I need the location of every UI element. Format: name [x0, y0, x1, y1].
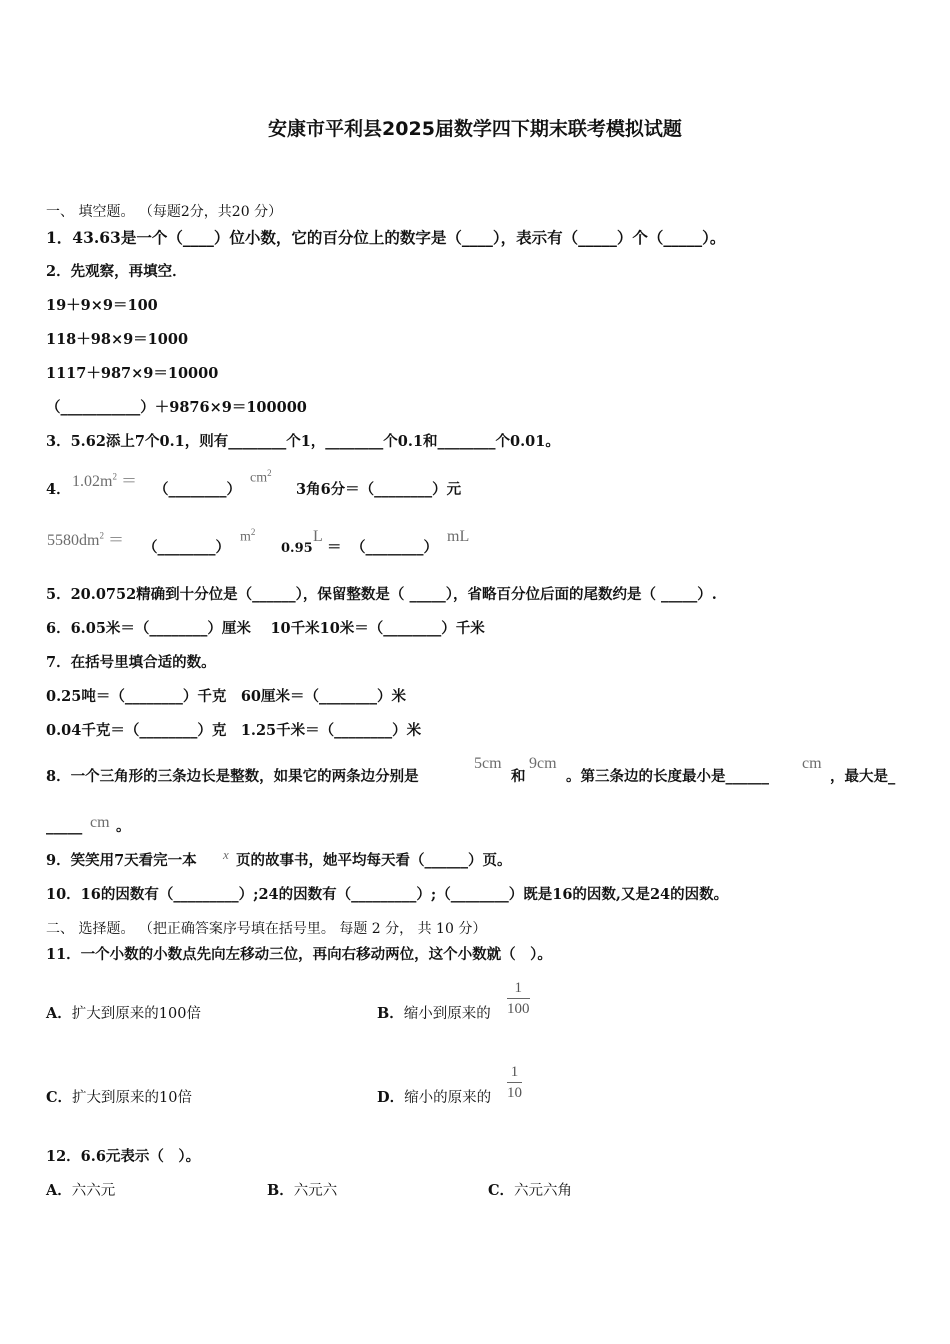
question-11-stem: 11．一个小数的小数点先向左移动三位，再向右移动两位，这个小数就（ ）。 — [46, 946, 552, 963]
q4-money-conversion: 3角6分＝（________）元 — [296, 481, 462, 498]
q4-area-expression-2: $5580dm^2$ ＝ — [47, 530, 124, 549]
q4-unit-cm2: $cm^2$ — [250, 468, 272, 486]
q11-option-d[interactable]: D．缩小的原来的 — [377, 1089, 492, 1106]
question-8-text-c: ，最大是_ — [830, 768, 896, 785]
question-2-stem: 2．先观察，再填空． — [46, 263, 187, 280]
question-6: 6．6.05米＝（________）厘米 10千米10米＝（________）千米 — [46, 620, 485, 637]
section-1-heading: 一、 填空题。 （每题2分，共20 分） — [46, 204, 283, 220]
question-8-text-d: _____ — [46, 818, 83, 835]
section-2-heading: 二、 选择题。 （把正确答案序号填在括号里。 每题 2 分， 共 10 分） — [46, 921, 487, 937]
q4-unit-ml: mL — [447, 528, 470, 545]
q11-option-b[interactable]: B．缩小到原来的 — [377, 1005, 491, 1022]
q8-and: 和 — [511, 768, 526, 785]
q12-option-b[interactable]: B．六元六 — [267, 1182, 338, 1199]
question-12-stem: 12．6.6元表示（ ）。 — [46, 1148, 201, 1165]
q4-unit-m2: $m^2$ — [240, 527, 256, 545]
q12-option-a[interactable]: A．六六元 — [46, 1182, 116, 1199]
q8-side-1: 5cm — [474, 755, 502, 772]
q9-variable-x: x — [223, 847, 229, 862]
question-2-line-2: 118＋98×9＝1000 — [46, 331, 189, 348]
question-9-text-b: 页的故事书，她平均每天看（______）页。 — [236, 852, 512, 869]
question-8-end: 。 — [116, 818, 131, 835]
q8-side-2: 9cm — [529, 755, 557, 772]
question-10: 10．16的因数有（_________）;24的因数有（_________）;（________）既是16的因数,又是24的因数。 — [46, 886, 729, 903]
question-2-line-4: （___________）＋9876×9＝100000 — [46, 399, 307, 416]
q4-equals: ＝ — [327, 539, 342, 556]
q4-blank-c: （________） — [143, 539, 230, 556]
q11-option-c[interactable]: C．扩大到原来的10倍 — [46, 1089, 192, 1106]
question-5: 5．20.0752精确到十分位是（______），保留整数是（ _____），省略百分位后面的尾数约是（ _____）. — [46, 586, 717, 603]
question-7-stem: 7．在括号里填合适的数。 — [46, 654, 216, 671]
question-2-line-3: 1117＋987×9＝10000 — [46, 365, 219, 382]
q4-blank-a: （________） — [154, 481, 241, 498]
q11-option-b-fraction: $\frac{1}{100}$ — [507, 980, 530, 1017]
q11-option-a[interactable]: A．扩大到原来的100倍 — [46, 1005, 201, 1022]
q8-unit-2: cm — [90, 814, 110, 831]
question-3: 3．5.62添上7个0.1，则有________个1，________个0.1和________个0.01。 — [46, 433, 560, 450]
q4-unit-liter: L — [313, 528, 323, 545]
q4-volume-value: 0.95 — [281, 541, 313, 556]
question-8-text-b: 。第三条边的长度最小是______ — [566, 768, 769, 785]
q4-blank-d: （________） — [351, 539, 438, 556]
question-7-line-2: 0.04千克＝（________）克 1.25千米＝（________）米 — [46, 722, 422, 739]
question-7-line-1: 0.25吨＝（________）千克 60厘米＝（________）米 — [46, 688, 406, 705]
q8-unit-1: cm — [802, 755, 822, 772]
question-2-line-1: 19＋9×9＝100 — [46, 297, 158, 314]
question-9-text-a: 9．笑笑用7天看完一本 — [46, 852, 197, 869]
question-1: 1．43.63是一个（____）位小数，它的百分位上的数字是（____），表示有（_____）个（_____）。 — [46, 228, 726, 247]
page-title: 安康市平利县2025届数学四下期末联考模拟试题 — [268, 118, 682, 140]
q11-option-d-fraction: $\frac{1}{10}$ — [507, 1064, 522, 1101]
q12-option-c[interactable]: C．六元六角 — [488, 1182, 573, 1199]
question-4-number: 4． — [46, 481, 71, 498]
q4-area-expression: $1.02m^2$ ＝ — [72, 471, 137, 490]
question-8-text-a: 8．一个三角形的三条边长是整数，如果它的两条边分别是 — [46, 768, 419, 785]
